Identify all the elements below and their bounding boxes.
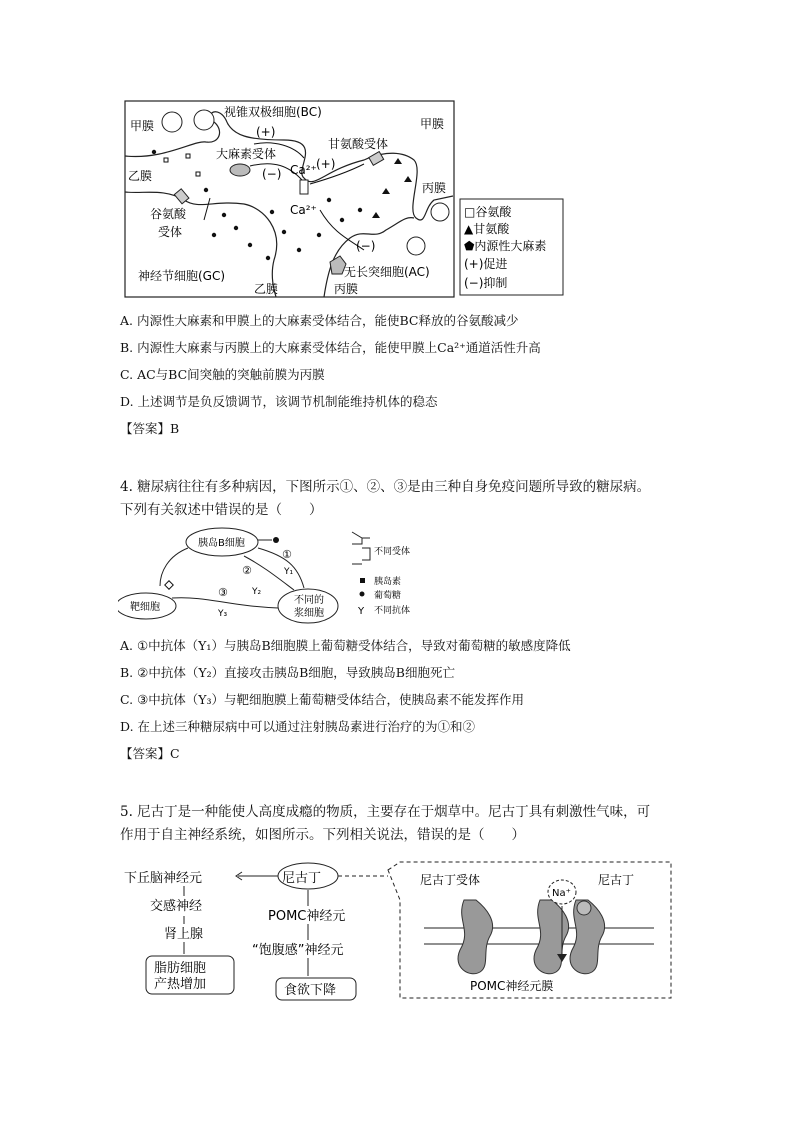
legend-glutamate: □谷氨酸 bbox=[464, 205, 512, 219]
target-cell-label: 靶细胞 bbox=[130, 602, 160, 613]
appetite-label: 食欲下降 bbox=[284, 983, 337, 998]
plasma-cell-label-1: 不同的 bbox=[294, 595, 324, 606]
satiety-label: “饱腹感”神经元 bbox=[252, 943, 344, 958]
figure-retina-synapse bbox=[124, 100, 564, 298]
antibody-icon: Y bbox=[358, 606, 365, 617]
vesicle-icon bbox=[431, 203, 449, 221]
legend-inhibit: (−)抑制 bbox=[464, 276, 508, 290]
hypothalamus-label: 下丘脑神经元 bbox=[124, 871, 203, 886]
legend-insulin: 胰岛素 bbox=[374, 577, 402, 587]
membrane-a-left: 甲膜 bbox=[130, 119, 155, 133]
ca-channel-icon bbox=[300, 180, 308, 194]
insulin-icon bbox=[360, 578, 365, 583]
ac-label: 无长突细胞(AC) bbox=[344, 265, 430, 279]
legend-glycine: ▲甘氨酸 bbox=[464, 222, 510, 236]
q3-answer: 【答案】B bbox=[120, 421, 180, 436]
y1-label: Y₁ bbox=[284, 567, 294, 577]
diabetes-diagram bbox=[118, 526, 448, 624]
q3-option-d: D. 上述调节是负反馈调节，该调节机制能维持机体的稳态 bbox=[120, 394, 438, 409]
q3-option-c: C. AC与BC间突触的突触前膜为丙膜 bbox=[120, 367, 325, 382]
y2-label: Y₂ bbox=[252, 587, 262, 597]
retina-diagram bbox=[124, 100, 564, 298]
na-label: Na⁺ bbox=[552, 888, 571, 899]
q4-option-a: A. ①中抗体（Y₁）与胰岛B细胞膜上葡萄糖受体结合，导致对葡萄糖的敏感度降低 bbox=[120, 638, 571, 653]
vesicle-icon bbox=[194, 110, 214, 130]
fat-label-1: 脂肪细胞 bbox=[154, 961, 207, 976]
plasma-cell-label-2: 浆细胞 bbox=[294, 608, 324, 619]
receptor-label: 尼古丁受体 bbox=[420, 873, 481, 887]
mark-1: ① bbox=[282, 548, 292, 561]
legend-receptor-icons bbox=[352, 532, 370, 564]
minus-mid: (−) bbox=[262, 167, 282, 181]
figure-nicotine bbox=[120, 860, 672, 1002]
y3-label: Y₃ bbox=[218, 609, 228, 619]
pomc-label: POMC神经元 bbox=[268, 909, 346, 924]
legend-glucose: 葡萄糖 bbox=[374, 591, 402, 601]
plus-ca: (+) bbox=[316, 157, 336, 171]
minus-ac: (−) bbox=[356, 239, 376, 253]
sympathetic-label: 交感神经 bbox=[150, 899, 203, 914]
legend-cannabinoid: ⬟内源性大麻素 bbox=[464, 239, 547, 253]
nicotine-label: 尼古丁 bbox=[282, 871, 322, 886]
gc-label: 神经节细胞(GC) bbox=[138, 269, 226, 283]
glutamate-receptor-label-2: 受体 bbox=[158, 225, 183, 239]
q5-stem-2: 作用于自主神经系统，如图所示。下列相关说法，错误的是（ ） bbox=[120, 827, 525, 843]
ca-top: Ca²⁺ bbox=[290, 163, 317, 177]
membrane-c-right: 丙膜 bbox=[422, 181, 447, 195]
bc-label: 视锥双极细胞(BC) bbox=[224, 105, 322, 119]
q4-option-d: D. 在上述三种糖尿病中可以通过注射胰岛素进行治疗的为①和② bbox=[120, 719, 476, 734]
membrane-a-right: 甲膜 bbox=[420, 117, 445, 131]
mark-2: ② bbox=[242, 564, 252, 577]
nicotine-molecule-icon bbox=[577, 901, 591, 915]
q4-option-c: C. ③中抗体（Y₃）与靶细胞膜上葡萄糖受体结合，使胰岛素不能发挥作用 bbox=[120, 692, 525, 707]
membrane-c-bottom: 丙膜 bbox=[334, 282, 359, 296]
adrenal-label: 肾上腺 bbox=[164, 927, 204, 942]
glutamate-receptor-label-1: 谷氨酸 bbox=[150, 207, 187, 221]
q4-option-b: B. ②中抗体（Y₂）直接攻击胰岛B细胞，导致胰岛B细胞死亡 bbox=[120, 665, 455, 680]
ca-bottom: Ca²⁺ bbox=[290, 203, 317, 217]
q3-option-b: B. 内源性大麻素与丙膜上的大麻素受体结合，能使甲膜上Ca²⁺通道活性升高 bbox=[120, 340, 541, 355]
plus-top: (+) bbox=[256, 125, 276, 139]
glycine-receptor-label: 甘氨酸受体 bbox=[328, 137, 389, 151]
cannabinoid-receptor-icon bbox=[230, 164, 250, 176]
q4-answer: 【答案】C bbox=[120, 746, 180, 761]
q4-stem-2: 下列有关叙述中错误的是（ ） bbox=[120, 502, 323, 518]
q4-stem-1: 4. 糖尿病往往有多种病因，下图所示①、②、③是由三种自身免疫问题所导致的糖尿病。 bbox=[120, 479, 651, 495]
vesicle-icon bbox=[162, 112, 182, 132]
cannabinoid-receptor-label: 大麻素受体 bbox=[216, 147, 277, 161]
q5-stem-1: 5. 尼古丁是一种能使人高度成瘾的物质，主要存在于烟草中。尼古丁具有刺激性气味，可 bbox=[120, 804, 651, 820]
q3-option-a: A. 内源性大麻素和甲膜上的大麻素受体结合，能使BC释放的谷氨酸减少 bbox=[120, 313, 519, 328]
membrane-b-left: 乙膜 bbox=[128, 169, 153, 183]
figure-diabetes bbox=[118, 526, 448, 624]
glucose-dot bbox=[273, 537, 279, 543]
glucose-icon bbox=[360, 592, 365, 597]
vesicle-icon bbox=[407, 237, 425, 255]
legend-antibody: 不同抗体 bbox=[374, 606, 411, 616]
nicotine-diagram bbox=[120, 860, 672, 1002]
legend-receptor: 不同受体 bbox=[374, 547, 411, 557]
membrane-b-bottom: 乙膜 bbox=[254, 282, 279, 296]
nicotine-2-label: 尼古丁 bbox=[598, 873, 635, 887]
beta-cell-label: 胰岛B细胞 bbox=[198, 538, 245, 549]
fat-label-2: 产热增加 bbox=[154, 977, 207, 992]
legend-promote: (+)促进 bbox=[464, 257, 508, 271]
mark-3: ③ bbox=[218, 586, 228, 599]
receptor-icon bbox=[165, 581, 173, 589]
membrane-label: POMC神经元膜 bbox=[470, 979, 554, 993]
